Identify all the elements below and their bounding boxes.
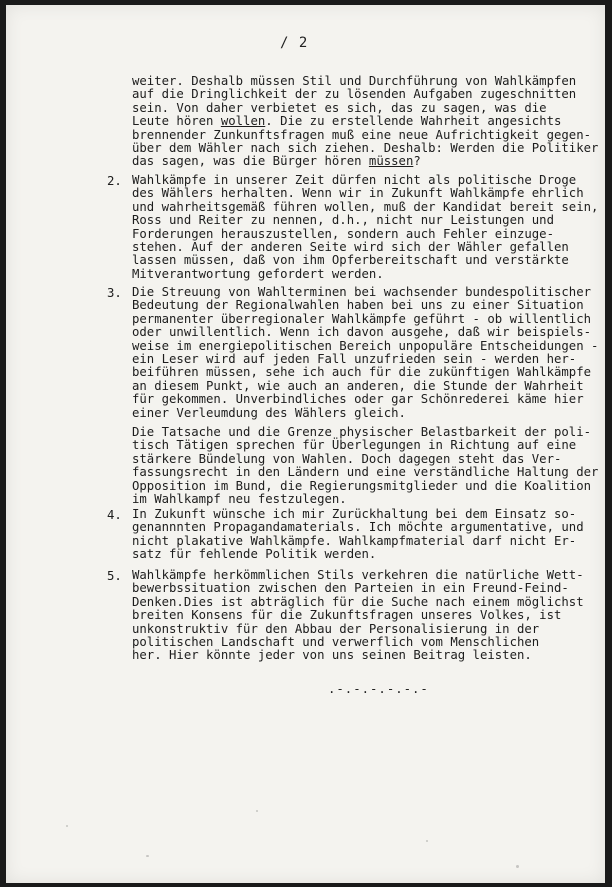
text-line: weise im energiepolitischen Bereich unpopuläre Entscheidungen - — [132, 338, 599, 353]
underlined-word: wollen — [220, 114, 266, 129]
text-line: permanenter überregionaler Wahlkämpfe geführt - ob willentlich — [132, 311, 592, 326]
text-line: beiführen müssen, sehe ich auch für die zukünftigen Wahlkämpfe — [132, 365, 592, 380]
text-line: auf die Dringlichkeit der zu lösenden Aufgaben zugeschnitten — [132, 87, 577, 102]
scan-speck — [256, 810, 258, 812]
text-line: bewerbssituation zwischen den Parteien in ein Freund-Feind- — [132, 581, 569, 596]
text-line: stärkere Bündelung von Wahlen. Doch dagegen steht das Ver- — [132, 451, 562, 466]
text-line: nicht plakative Wahlkämpfe. Wahlkampfmaterial darf nicht Er- — [132, 533, 577, 548]
text-line: oder unwillentlich. Wenn ich davon ausgehe, daß wir beispiels- — [132, 325, 592, 340]
text-line: satz für fehlende Politik werden. — [132, 547, 377, 562]
text-line: stehen. Auf der anderen Seite wird sich der Wähler gefallen — [132, 240, 569, 255]
text-line: unkonstruktiv für den Abbau der Personalisierung in der — [132, 621, 540, 636]
item-number: 2. — [107, 174, 122, 188]
text-line: Opposition im Bund, die Regierungsmitglieder und die Koalition — [132, 478, 592, 493]
text-segment: das sagen, was die Bürger hören — [132, 154, 369, 169]
document-page — [6, 5, 605, 883]
text-line: Ross und Reiter zu nennen, d.h., nicht nur Leistungen und — [132, 213, 554, 228]
text-line: politischen Landschaft und verwerflich vom Menschlichen — [132, 635, 540, 650]
text-line — [132, 115, 598, 128]
item-2-paragraph — [132, 174, 598, 281]
text-line: Forderungen herauszustellen, sondern auch Fehler einzuge- — [132, 226, 554, 241]
scan-speck — [426, 840, 428, 842]
item-3-paragraph — [132, 286, 598, 420]
item-number: 3. — [107, 286, 122, 300]
text-line: tisch Tätigen sprechen für Überlegungen in Richtung auf eine — [132, 438, 577, 453]
text-line: Wahlkämpfe herkömmlichen Stils verkehren die natürliche Wett- — [132, 568, 584, 582]
text-line: ein Leser wird auf jeden Fall unzufrieden sein - werden her- — [132, 352, 577, 367]
page-number: / 2 — [280, 35, 309, 51]
item-5-paragraph — [132, 569, 598, 663]
text-line: für gekommen. Unverbindliches oder gar Schönrederei käme hier — [132, 392, 584, 407]
scan-speck — [146, 855, 149, 857]
text-segment: Leute hören — [132, 114, 221, 129]
text-line: In Zukunft wünsche ich mir Zurückhaltung bei dem Einsatz so- — [132, 507, 577, 521]
text-line: Wahlkämpfe in unserer Zeit dürfen nicht als politische Droge — [132, 173, 577, 187]
intro-paragraph — [132, 75, 598, 169]
text-line: breiten Konsens für die Zukunftsfragen unseres Volkes, ist — [132, 608, 562, 623]
scan-speck — [516, 865, 519, 868]
text-segment: ? — [413, 154, 421, 169]
item-number: 4. — [107, 508, 122, 522]
text-line — [132, 155, 598, 168]
text-line: im Wahlkampf neu festzulegen. — [132, 492, 347, 507]
text-line: Mitverantwortung gefordert werden. — [132, 266, 384, 281]
text-line: über dem Wähler nach sich ziehen. Deshalb: Werden die Politiker — [132, 141, 599, 156]
scan-speck — [66, 825, 68, 827]
text-line: sein. Von daher verbietet es sich, das zu sagen, was die — [132, 100, 547, 115]
text-line: brennender Zunkunftsfragen muß eine neue Aufrichtigkeit gegen- — [132, 127, 592, 142]
text-line: an diesem Punkt, wie auch an anderen, die Stunde der Wahrheit — [132, 378, 584, 393]
item-number: 5. — [107, 569, 122, 583]
text-line: des Wählers herhalten. Wenn wir in Zukunft Wahlkämpfe ehrlich — [132, 186, 584, 201]
text-line: Die Tatsache und die Grenze physischer Belastbarkeit der poli- — [132, 425, 592, 439]
text-line: her. Hier könnte jeder von uns seinen Beitrag leisten. — [132, 648, 532, 663]
text-line: weiter. Deshalb müssen Stil und Durchführung von Wahlkämpfen — [132, 74, 577, 88]
text-line: genannnten Propagandamaterials. Ich möchte argumentative, und — [132, 520, 584, 535]
text-line: lassen müssen, daß von ihm Opferbereitschaft und verstärkte — [132, 253, 569, 268]
text-segment: . Die zu erstellende Wahrheit angesichts — [265, 114, 562, 129]
text-line: einer Verleumdung des Wählers gleich. — [132, 405, 406, 420]
text-line: fassungsrecht in den Ländern und eine verständliche Haltung der — [132, 465, 599, 480]
item-3-paragraph-2 — [132, 426, 598, 506]
text-line: Bedeutung der Regionalwahlen haben bei uns zu einer Situation — [132, 298, 584, 313]
text-line: und wahrheitsgemäß führen wollen, muß der Kandidat bereit sein, — [132, 199, 599, 214]
text-line: Denken.Dies ist abträglich für die Suche nach einem möglichst — [132, 594, 584, 609]
closing-mark: .-.-.-.-.-.- — [328, 682, 429, 696]
item-4-paragraph — [132, 508, 598, 562]
underlined-word: müssen — [368, 154, 414, 169]
text-line: Die Streuung von Wahlterminen bei wachsender bundespolitischer — [132, 285, 592, 299]
